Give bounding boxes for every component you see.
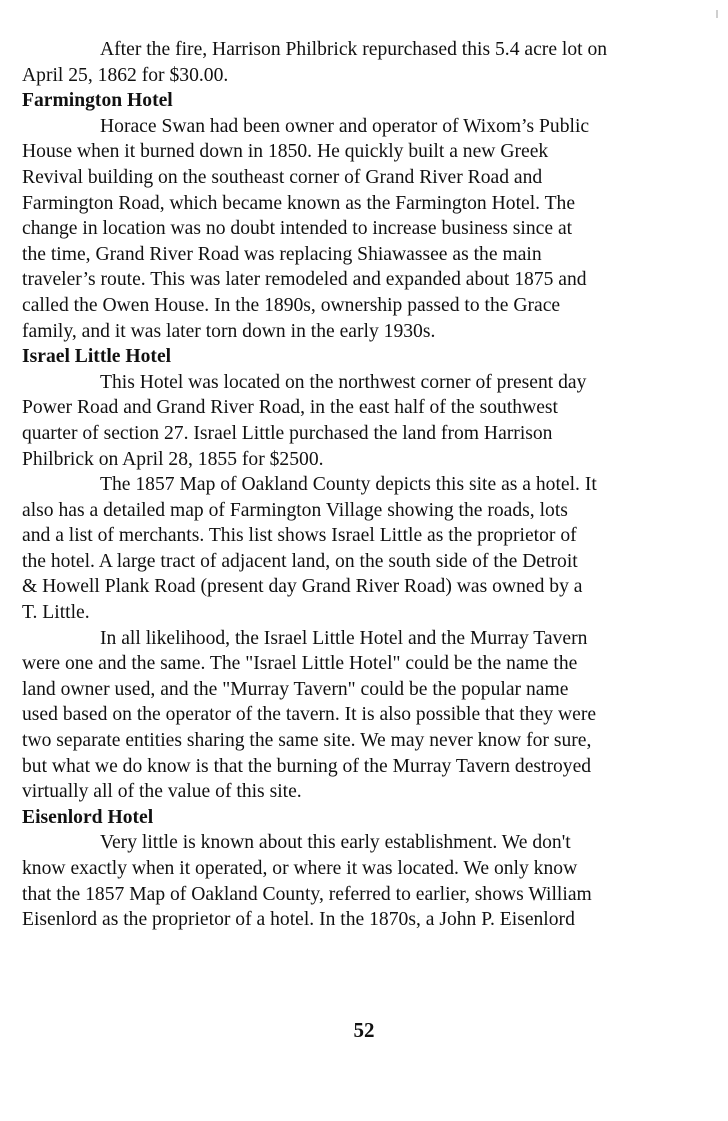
text-line: The 1857 Map of Oakland County depicts this site as a hotel. It [100,474,597,496]
text-line: change in location was no doubt intended to increase business since at [22,218,573,240]
text-line: land owner used, and the "Murray Tavern" could be the popular name [22,678,569,700]
paragraph-israel-little-1 [22,370,698,472]
text-line: called the Owen House. In the 1890s, ownership passed to the Grace [22,294,561,316]
paragraph-israel-little-3 [22,626,698,805]
text-line: Eisenlord as the proprietor of a hotel. In the 1870s, a John P. Eisenlord [22,909,575,931]
paragraph-fire [22,37,698,88]
text-line: the hotel. A large tract of adjacent land, on the south side of the Detroit [22,550,578,572]
text-line: T. Little. [22,602,90,624]
paragraph-israel-little-2 [22,472,698,626]
scan-edge-mark [716,10,718,18]
body-text [22,37,698,933]
paragraph-eisenlord [22,830,698,932]
text-line: traveler’s route. This was later remodeled and expanded about 1875 and [22,269,587,291]
text-line: but what we do know is that the burning of the Murray Tavern destroyed [22,755,592,777]
text-line: Horace Swan had been owner and operator of Wixom’s Public [100,115,590,137]
text-line: In all likelihood, the Israel Little Hotel and the Murray Tavern [100,627,588,649]
text-line: Power Road and Grand River Road, in the east half of the southwest [22,397,558,419]
heading-eisenlord-hotel: Eisenlord Hotel [22,806,154,828]
page-number: 52 [353,1018,375,1042]
paragraph-farmington-hotel [22,114,698,344]
text-line: House when it burned down in 1850. He quickly built a new Greek [22,141,549,163]
text-line: This Hotel was located on the northwest corner of present day [100,371,587,393]
text-line: family, and it was later torn down in the early 1930s. [22,320,436,342]
text-line: that the 1857 Map of Oakland County, referred to earlier, shows William [22,883,592,905]
text-line: April 25, 1862 for $30.00. [22,64,229,86]
text-line: and a list of merchants. This list shows Israel Little as the proprietor of [22,525,577,547]
text-line: Very little is known about this early establishment. We don't [100,832,571,854]
text-line: virtually all of the value of this site. [22,781,302,803]
text-line: Farmington Road, which became known as the Farmington Hotel. The [22,192,576,214]
text-line: After the fire, Harrison Philbrick repurchased this 5.4 acre lot on [100,39,608,60]
text-line: quarter of section 27. Israel Little purchased the land from Harrison [22,422,553,444]
text-line: & Howell Plank Road (present day Grand River Road) was owned by a [22,576,583,598]
text-line: were one and the same. The "Israel Little Hotel" could be the name the [22,653,578,675]
text-line: Philbrick on April 28, 1855 for $2500. [22,448,324,470]
text-line: two separate entities sharing the same site. We may never know for sure, [22,730,592,752]
text-line: also has a detailed map of Farmington Village showing the roads, lots [22,499,568,521]
text-line: Revival building on the southeast corner of Grand River Road and [22,166,543,188]
heading-israel-little-hotel: Israel Little Hotel [22,346,172,368]
text-line: used based on the operator of the tavern. It is also possible that they were [22,704,597,726]
text-line: know exactly when it operated, or where it was located. We only know [22,858,578,879]
heading-farmington-hotel: Farmington Hotel [22,90,173,112]
text-line: the time, Grand River Road was replacing Shiawassee as the main [22,243,542,265]
